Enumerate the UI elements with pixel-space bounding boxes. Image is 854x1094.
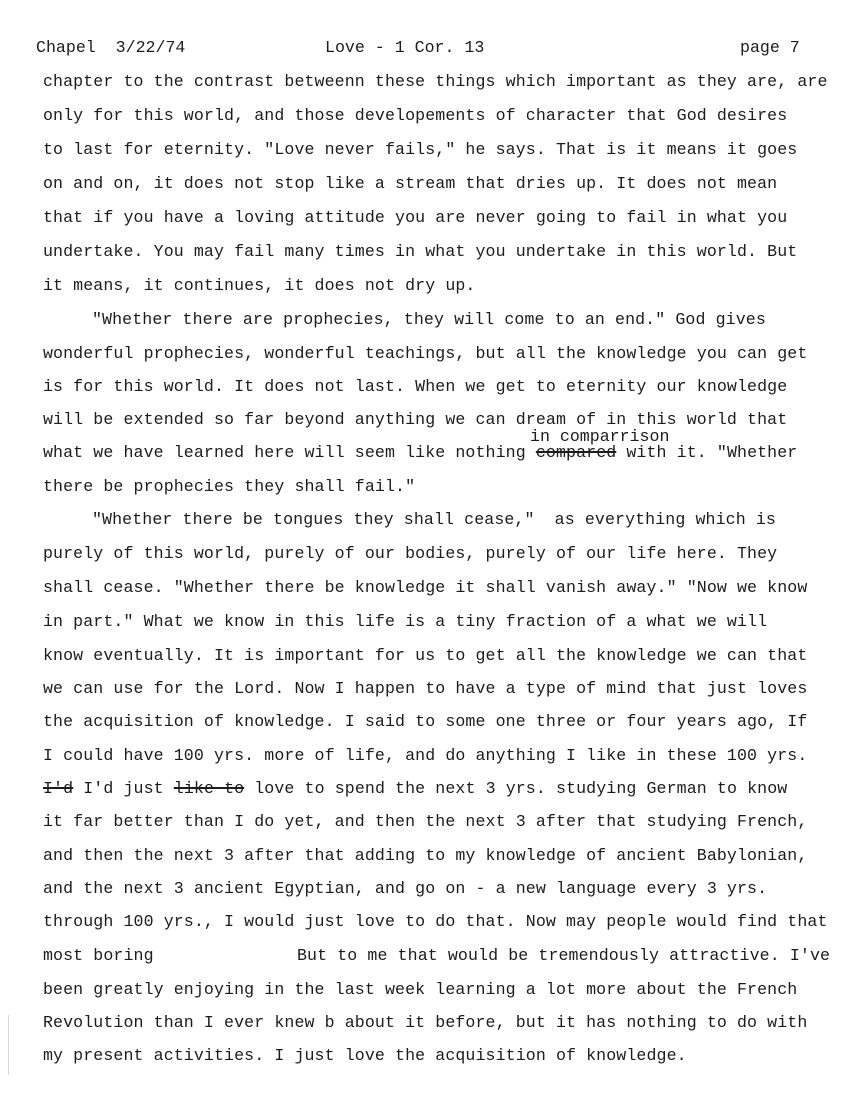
text-line: in part." What we know in this life is a tiny fraction of a what we will [43, 612, 768, 631]
text-line: that if you have a loving attitude you are never going to fail in what you [43, 208, 788, 227]
text-segment: what we have learned here will seem like nothing [43, 443, 536, 462]
text-line: will be extended so far beyond anything we can dream of in this world that [43, 410, 788, 429]
text-line: is for this world. It does not last. When we get to eternity our knowledge [43, 377, 788, 396]
text-line: "Whether there are prophecies, they will come to an end." God gives [92, 310, 766, 329]
text-line: wonderful prophecies, wonderful teachings, but all the knowledge you can get [43, 344, 808, 363]
text-line: purely of this world, purely of our bodies, purely of our life here. They [43, 544, 778, 563]
text-line: and the next 3 ancient Egyptian, and go on - a new language every 3 yrs. [43, 879, 768, 898]
text-line: But to me that would be tremendously attractive. I've [297, 946, 831, 965]
header-chapel-date: Chapel 3/22/74 [36, 38, 186, 57]
text-line: it means, it continues, it does not dry up. [43, 276, 476, 295]
text-line: my present activities. I just love the acquisition of knowledge. [43, 1046, 687, 1065]
struck-word: I'd [43, 779, 74, 798]
text-line-with-correction [43, 779, 787, 799]
text-line: on and on, it does not stop like a stream that dries up. It does not mean [43, 174, 778, 193]
text-line: I could have 100 yrs. more of life, and do anything I like in these 100 yrs. [43, 746, 808, 765]
header-page-number: page 7 [740, 38, 800, 57]
text-line: "Whether there be tongues they shall cease," as everything which is [92, 510, 776, 529]
text-line: we can use for the Lord. Now I happen to have a type of mind that just loves [43, 679, 808, 698]
struck-word: compared [535, 443, 617, 462]
text-line: and then the next 3 after that adding to my knowledge of ancient Babylonian, [43, 846, 808, 865]
text-line: shall cease. "Whether there be knowledge it shall vanish away." "Now we know [43, 578, 808, 597]
text-line: been greatly enjoying in the last week learning a lot more about the French [43, 980, 798, 999]
text-line: only for this world, and those developements of character that God desires [43, 106, 788, 125]
text-line: know eventually. It is important for us to get all the knowledge we can that [43, 646, 808, 665]
text-line: it far better than I do yet, and then the next 3 after that studying French, [43, 812, 808, 831]
text-segment: love to spend the next 3 yrs. studying German to know [244, 779, 788, 798]
text-segment: with it. "Whether [616, 443, 798, 462]
struck-word: like to [173, 779, 245, 798]
text-segment: I'd just [73, 779, 174, 798]
text-line: chapter to the contrast betweenn these things which important as they are, are [43, 72, 828, 91]
text-line: through 100 yrs., I would just love to do that. Now may people would find that [43, 912, 828, 931]
header-title: Love - 1 Cor. 13 [325, 38, 485, 57]
text-line: undertake. You may fail many times in what you undertake in this world. But [43, 242, 798, 261]
text-line: the acquisition of knowledge. I said to some one three or four years ago, If [43, 712, 808, 731]
text-line: most boring [43, 946, 154, 965]
handwritten-insertion: in comparrison [530, 427, 670, 446]
text-line: to last for eternity. "Love never fails," he says. That is it means it goes [43, 140, 798, 159]
scan-edge-mark [8, 1015, 9, 1075]
text-line: there be prophecies they shall fail." [43, 477, 416, 496]
text-line: Revolution than I ever knew b about it before, but it has nothing to do with [43, 1013, 808, 1032]
text-line-with-correction [43, 443, 797, 463]
